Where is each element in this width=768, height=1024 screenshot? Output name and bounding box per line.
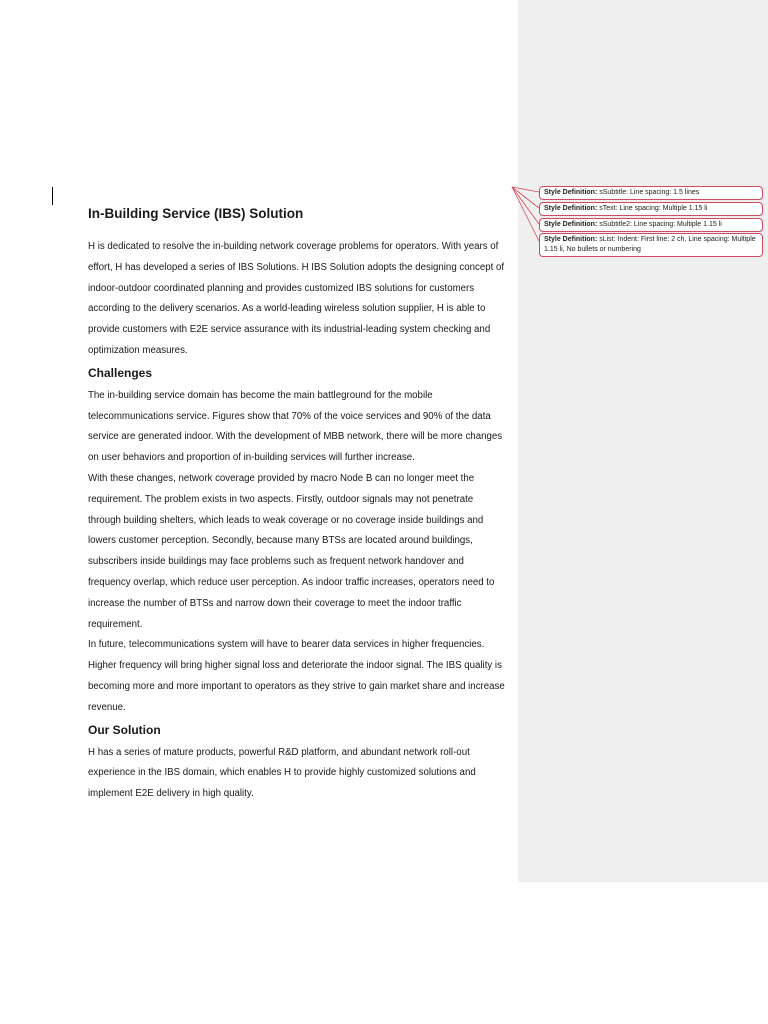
comment-pane — [518, 0, 768, 882]
challenges-paragraph: The in-building service domain has become the main battleground for the mobile telecommunications service. Figures show that 70% of the voice services and 90% of the data service are generated indoor. With the development of MBB network, there will be more changes on user behaviors and proportion of in-building services will further increase. — [88, 389, 503, 464]
challenges-paragraph: With these changes, network coverage provided by macro Node B can no longer meet the requirement. The problem exists in two aspects. Firstly, outdoor signals may not penetrate through building shelters, which leads to weak coverage or no coverage inside buildings and lowers customer perception. Secondly, because many BTSs are located around buildings, subscribers inside buildings may face problems such as frequent network handover and frequency overlap, which reduce user perception. As indoor traffic increases, operators need to increase the number of BTSs and narrow down their coverage to meet the indoor traffic requirement. — [88, 472, 495, 630]
intro-paragraph: H is dedicated to resolve the in-building network coverage problems for operators. With years of effort, H has developed a series of IBS Solutions. H IBS Solution adopts the designing concept of indoor-outdoor coordinated planning and provides customized IBS solutions for customers according to the delivery scenarios. As a world-leading wireless solution supplier, H is able to provide customers with E2E service assurance with its industrial-leading system checking and optimization measures. — [88, 241, 505, 356]
comment-label: Style Definition: — [544, 236, 598, 243]
comment-label: Style Definition: — [544, 221, 598, 228]
comment-text: sText: Line spacing: Multiple 1.15 li — [599, 205, 708, 212]
document-title: In-Building Service (IBS) Solution — [88, 206, 304, 221]
comment-balloon[interactable] — [539, 186, 763, 200]
comment-label: Style Definition: — [544, 205, 598, 212]
text-cursor — [52, 187, 53, 205]
document-body[interactable] — [88, 205, 508, 805]
challenges-heading: Challenges — [88, 365, 153, 380]
comment-balloon[interactable] — [539, 202, 763, 216]
comment-label: Style Definition: — [544, 189, 598, 196]
comment-balloon[interactable] — [539, 233, 763, 257]
solution-heading: Our Solution — [88, 722, 161, 737]
solution-paragraph: H has a series of mature products, powerful R&D platform, and abundant network roll-out experience in the IBS domain, which enables H to provide highly customized solutions and implement E2E delivery in high quality. — [88, 746, 476, 800]
comment-text: sList: Indent: First line: 2 ch, Line spacing: Multiple 1.15 li, No bullets or numbering — [544, 236, 756, 253]
comment-text: sSubtitle: Line spacing: 1.5 lines — [599, 189, 700, 196]
comment-text: sSubtitle2: Line spacing: Multiple 1.15 li — [599, 221, 722, 228]
comment-balloon[interactable] — [539, 218, 763, 232]
challenges-paragraph: In future, telecommunications system will have to bearer data services in higher frequencies. Higher frequency will bring higher signal loss and deteriorate the indoor signal. The IBS quality is becoming more and more important to operators as they strive to gain market share and increase revenue. — [88, 639, 505, 713]
